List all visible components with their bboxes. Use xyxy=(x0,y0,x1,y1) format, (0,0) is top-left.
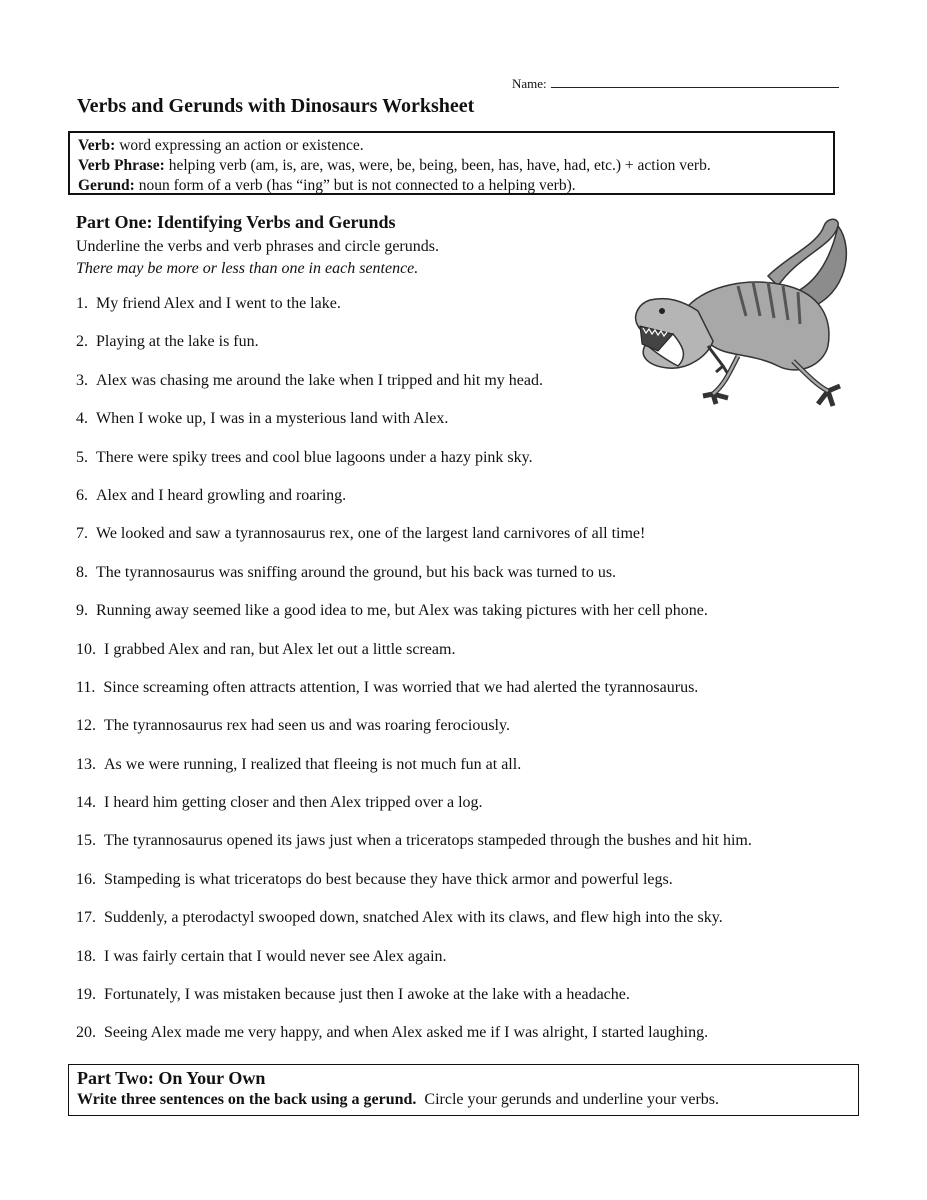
question-text: The tyrannosaurus was sniffing around the ground, but his back was turned to us. xyxy=(96,563,617,581)
question-text: When I woke up, I was in a mysterious land with Alex. xyxy=(96,410,449,428)
question-text: The tyrannosaurus opened its jaws just when a triceratops stampeded through the bushes and hit him. xyxy=(104,832,752,850)
question-number: 5. xyxy=(76,448,88,466)
question-number: 1. xyxy=(76,295,88,312)
question-item xyxy=(76,716,752,754)
question-list xyxy=(76,294,752,1062)
definition-term: Verb Phrase: xyxy=(78,157,165,174)
question-item xyxy=(76,793,752,831)
definition-term: Gerund: xyxy=(78,177,135,194)
question-item xyxy=(76,755,752,793)
question-item xyxy=(76,908,752,946)
question-text: Since screaming often attracts attention, I was worried that we had alerted the tyrannosaurus. xyxy=(103,678,699,696)
question-item xyxy=(76,563,752,601)
question-number: 16. xyxy=(76,870,96,888)
question-number: 20. xyxy=(76,1024,96,1042)
question-text: Playing at the lake is fun. xyxy=(96,333,259,351)
question-item xyxy=(76,640,752,678)
question-text: Stampeding is what triceratops do best because they have thick armor and powerful legs. xyxy=(104,870,673,888)
part-one-instruction: Underline the verbs and verb phrases and circle gerunds. xyxy=(76,238,439,255)
worksheet-title: Verbs and Gerunds with Dinosaurs Worksheet xyxy=(77,95,475,117)
definition-gerund xyxy=(78,176,825,196)
question-number: 17. xyxy=(76,909,96,927)
question-item xyxy=(76,409,752,447)
question-item xyxy=(76,1023,752,1061)
question-text: The tyrannosaurus rex had seen us and was roaring ferociously. xyxy=(104,717,510,735)
question-item xyxy=(76,524,752,562)
question-number: 10. xyxy=(76,640,96,658)
definition-term: Verb: xyxy=(78,137,116,154)
name-label: Name: xyxy=(512,76,547,91)
question-text: I heard him getting closer and then Alex tripped over a log. xyxy=(104,794,483,812)
question-item xyxy=(76,486,752,524)
part-one-title: Part One: Identifying Verbs and Gerunds xyxy=(76,212,396,232)
question-text: Alex and I heard growling and roaring. xyxy=(96,486,347,504)
definition-text: word expressing an action or existence. xyxy=(115,137,364,154)
definition-text: noun form of a verb (has “ing” but is not connected to a helping verb). xyxy=(134,177,576,194)
question-item xyxy=(76,678,752,716)
part-two-box xyxy=(68,1064,859,1116)
question-text: Alex was chasing me around the lake when I tripped and hit my head. xyxy=(96,371,543,389)
question-text: There were spiky trees and cool blue lagoons under a hazy pink sky. xyxy=(96,448,533,466)
question-text: As we were running, I realized that fleeing is not much fun at all. xyxy=(104,755,522,773)
part-two-title: Part Two: On Your Own xyxy=(77,1068,266,1088)
question-number: 8. xyxy=(76,563,88,581)
question-text: We looked and saw a tyrannosaurus rex, one of the largest land carnivores of all time! xyxy=(96,525,646,543)
question-text: Seeing Alex made me very happy, and when Alex asked me if I was alright, I started laughing. xyxy=(104,1024,709,1042)
question-text: Fortunately, I was mistaken because just then I awoke at the lake with a headache. xyxy=(104,986,630,1004)
question-text: Running away seemed like a good idea to me, but Alex was taking pictures with her cell phone. xyxy=(96,602,708,620)
question-item xyxy=(76,601,752,639)
question-item xyxy=(76,870,752,908)
part-one-note: There may be more or less than one in each sentence. xyxy=(76,260,419,277)
definition-verb xyxy=(78,136,825,156)
question-number: 4. xyxy=(76,410,88,428)
part-two-bold-instruction: Write three sentences on the back using a gerund. xyxy=(77,1091,417,1108)
definitions-box xyxy=(68,131,835,195)
question-text: Suddenly, a pterodactyl swooped down, snatched Alex with its claws, and flew high into the sky. xyxy=(104,909,723,927)
question-text: My friend Alex and I went to the lake. xyxy=(96,295,341,312)
question-item xyxy=(76,332,752,370)
question-item xyxy=(76,947,752,985)
question-item xyxy=(76,294,752,332)
question-number: 19. xyxy=(76,986,96,1004)
name-blank-line[interactable] xyxy=(551,76,839,88)
question-number: 2. xyxy=(76,333,88,351)
part-two-instruction xyxy=(77,1089,850,1111)
question-item xyxy=(76,371,752,409)
question-number: 15. xyxy=(76,832,96,850)
question-text: I was fairly certain that I would never see Alex again. xyxy=(104,947,447,965)
question-item xyxy=(76,448,752,486)
definition-verb-phrase xyxy=(78,156,825,176)
part-two-instruction-text: Circle your gerunds and underline your verbs. xyxy=(416,1091,719,1108)
question-number: 6. xyxy=(76,486,88,504)
question-item xyxy=(76,831,752,869)
question-number: 7. xyxy=(76,525,88,543)
question-number: 3. xyxy=(76,371,88,389)
name-field[interactable] xyxy=(512,76,839,92)
definition-text: helping verb (am, is, are, was, were, be, being, been, has, have, had, etc.) + action verb. xyxy=(164,157,711,174)
question-number: 11. xyxy=(76,678,96,696)
question-item xyxy=(76,985,752,1023)
question-number: 13. xyxy=(76,755,96,773)
question-number: 14. xyxy=(76,794,96,812)
question-number: 12. xyxy=(76,717,96,735)
question-text: I grabbed Alex and ran, but Alex let out a little scream. xyxy=(104,640,456,658)
question-number: 18. xyxy=(76,947,96,965)
question-number: 9. xyxy=(76,602,88,620)
